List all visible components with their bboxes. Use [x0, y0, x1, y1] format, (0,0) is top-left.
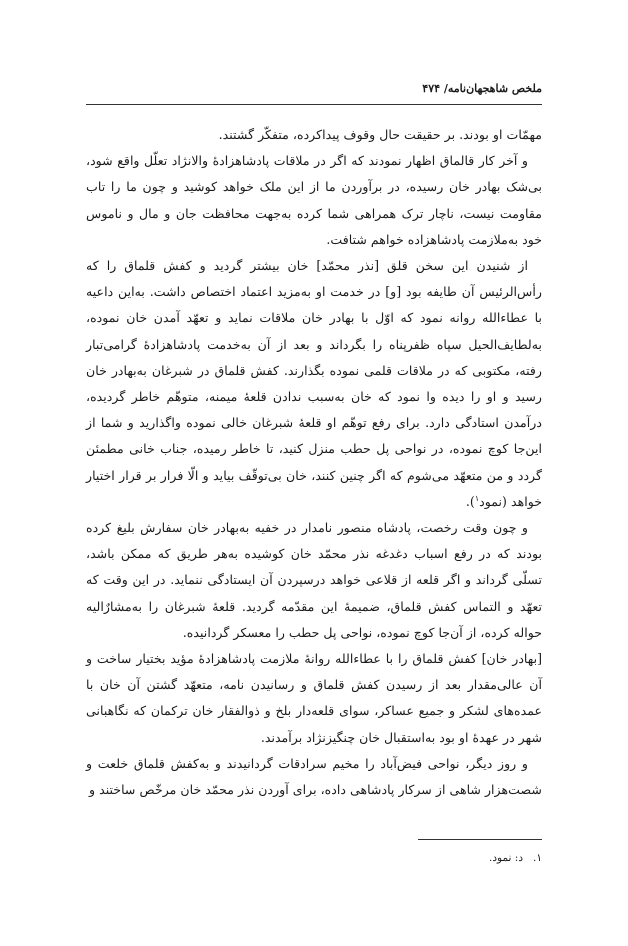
footnote	[86, 850, 542, 866]
paragraph-6: و روز دیگر، نواحی فیض‌آباد را مخیم سرادقات گردانیدند و به‌کفش قلماق خلعت و شصت‌هزار شاهی از سرکار پادشاهی داده، برای آوردن نذر محمّد خان مرخّص ساختند و	[86, 755, 542, 798]
paragraph-3	[86, 253, 542, 515]
footnote-number: ۱.	[533, 852, 542, 864]
paragraph-5: [بهادر خان] کفش قلماق را با عطاءالله روانهٔ ملازمت پادشاهزادهٔ مؤید بختیار ساخت و آن عالی‌مقدار بعد از رسیدن کفش قلماق و رسانیدن نامه، متعهّد گشتن آن خان با عمده‌های لشکر و جمیع عساکر، سوای قلعه‌دار بلخ و ذوالفقار خان ترکمان که نگاهبانی شهر در عهدهٔ او بود به‌استقبال خان چنگیزنژاد برآمدند.	[86, 651, 542, 745]
paragraph-3-text: از شنیدن این سخن قلق [نذر محمّد] خان بیشتر گردید و کفش قلماق را که رأس‌الرئیس آن طایفه بود [و] در خدمت او به‌مزید اعتماد اختصاص داشت. به‌این داعیه با عطاءالله روانه نمود که اوّل با بهادر خان ملاقات نماید و تعهّد آمدن خان نموده، به‌لطایف‌الحیل سپاه ظفرپناه را بگرداند و بعد از آن به‌خدمت پادشاهزادهٔ گرامی‌تبار رفته، مکتوبی که در ملاقات قلمی نموده بگذارند. کفش قلماق در شبرغان به‌بهادر خان رسید و او را دیده وا نمود که خان به‌سبب ندادن قلعهٔ میمنه، متوهّم خاطر گردیده، درآمدن استادگی دارد. برای رفع توهّم او قلعهٔ شبرغان خالی نموده واگذارید و شما از این‌جا کوچ نموده، در نواحی پل حطب منزل کنید، تا خاطر رمیده، جناب خانی مطمئن گردد و من متعهّد می‌شوم که اگر چنین کنند، خان بی‌توقّف بیاید و الّا فرار بر قرار اختیار خواهد (نمود	[86, 258, 542, 509]
header-title: ملخص شاهجهان‌نامه/ ۴۷۴	[422, 82, 542, 95]
footnote-text: د: نمود.	[489, 852, 524, 864]
footnote-reference[interactable]: ۱	[474, 493, 480, 503]
footnote-divider	[418, 839, 542, 840]
paragraph-3-end: ).	[465, 493, 475, 509]
paragraph-1: مهمّات او بودند. بر حقیقت حال وقوف پیداکرده، متفکّر گشتند.	[218, 127, 542, 142]
running-header	[88, 82, 542, 102]
paragraph-2: و آخر کار قالماق اظهار نمودند که اگر در ملاقات پادشاهزادهٔ والانژاد تعلّل واقع شود، بی‌شک بهادر خان رسیده، در برآوردن ما از این ملک خواهد کوشید و چون ما را تاب مقاومت نیست، ناچار ترک همراهی شما کرده به‌جهت محافظت جان و مال و ناموس خود به‌ملازمت پادشاهزاده خواهم شتافت.	[86, 153, 542, 247]
body-text	[86, 122, 542, 803]
header-divider	[86, 104, 542, 105]
paragraph-4: و چون وقت رخصت، پادشاه منصور نامدار در خفیه به‌بهادر خان سفارش بلیغ کرده بودند که در رفع اسباب دغدغه نذر محمّد خان کوشیده به‌هر طریق که ممکن باشد، تسلّی گرداند و اگر قلعه از قلاعی خواهد درسپردن آن ایستادگی ننماید. در این وقت که تعهّد و التماس کفش قلماق، ضمیمهٔ این مقدّمه گردید. قلعهٔ شبرغان را به‌مشارٌالیه حواله کرده، از آن‌جا کوچ نموده، نواحی پل حطب را معسکر گردانیده.	[86, 520, 542, 640]
